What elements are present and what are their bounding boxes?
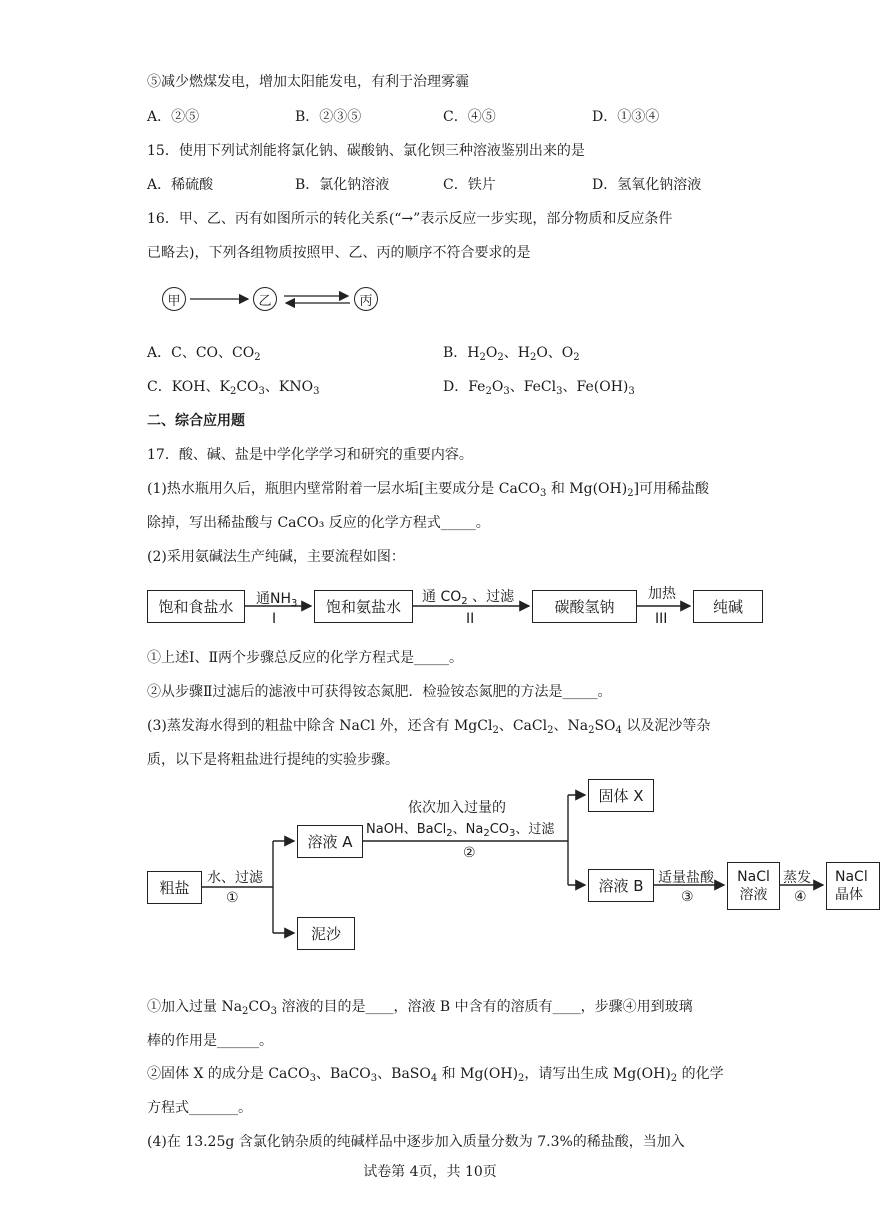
- flow2-solution-a: 溶液 A: [297, 825, 363, 858]
- nacl-solution-line1: NaCl: [737, 869, 770, 885]
- q15-option-d[interactable]: D．氢氧化钠溶液: [592, 177, 702, 193]
- q16-option-c[interactable]: C．KOH、$K_2CO_3$、$KNO_3$: [147, 379, 320, 397]
- nacl-solution-line2: 溶液: [739, 887, 768, 903]
- flow2-solution-b: 溶液 B: [588, 869, 654, 902]
- step3-number: III: [655, 611, 668, 627]
- node-jia: 甲: [162, 287, 186, 311]
- q15-option-a[interactable]: A．稀硫酸: [147, 177, 214, 193]
- node-bing: 丙: [354, 287, 378, 311]
- step3-label: 加热: [648, 586, 676, 602]
- flow2-step1-number: ①: [226, 890, 239, 906]
- q17-part2-sub1: ①上述Ⅰ、Ⅱ两个步骤总反应的化学方程式是_____。: [147, 650, 464, 666]
- flow2-nacl-crystal: [826, 862, 880, 910]
- nacl-crystal-line1: NaCl: [835, 869, 868, 885]
- q17-part3-sub2-line2: 方程式_______。: [147, 1100, 252, 1116]
- q14-option-c[interactable]: C．④⑤: [443, 109, 496, 125]
- q15-option-c[interactable]: C．铁片: [443, 177, 496, 193]
- q17-part1-line1: (1)热水瓶用久后，瓶胆内壁常附着一层水垢[主要成分是 CaCO$_3$ 和 $Mg(OH)_2$]可用稀盐酸: [147, 481, 710, 499]
- section-heading: 二、综合应用题: [147, 413, 245, 429]
- flow-box-bicarbonate: 碳酸氢钠: [532, 590, 637, 623]
- flow-box-soda: 纯碱: [693, 590, 763, 623]
- q16-option-d[interactable]: D．$Fe_2O_3$、FeCl$_3$、$Fe(OH)_3$: [443, 379, 635, 397]
- flow2-step4-label: 蒸发: [783, 870, 811, 886]
- flow2-solid-x: 固体 X: [588, 779, 654, 812]
- flow-box-brine: 饱和食盐水: [147, 590, 245, 623]
- flow2-step3-number: ③: [681, 889, 694, 905]
- flow2-step3-label: 适量盐酸: [658, 870, 714, 886]
- flow2-step2-header: 依次加入过量的: [408, 800, 506, 816]
- q17-part3-sub1-line1: ①加入过量 $Na_2CO_3$ 溶液的目的是____，溶液 B 中含有的溶质有____，步骤④用到玻璃: [147, 999, 693, 1017]
- nacl-crystal-line2: 晶体: [835, 887, 863, 903]
- q16-option-a[interactable]: A．C、CO、$CO_2$: [147, 345, 261, 363]
- statement-5: ⑤减少燃煤发电，增加太阳能发电，有利于治理雾霾: [147, 74, 469, 90]
- step1-number: I: [272, 611, 277, 627]
- question-16-line1: 16．甲、乙、丙有如图所示的转化关系(“→”表示反应一步实现，部分物质和反应条件: [147, 211, 673, 227]
- q14-option-a[interactable]: A．②⑤: [147, 109, 200, 125]
- q17-part3-line2: 质，以下是将粗盐进行提纯的实验步骤。: [147, 752, 399, 768]
- q17-part3-sub2-line1: ②固体 X 的成分是 CaCO$_3$、BaCO$_3$、BaSO$_4$ 和 $Mg(OH)_2$，请写出生成 $Mg(OH)_2$ 的化学: [147, 1066, 724, 1084]
- question-16-line2: 已略去)，下列各组物质按照甲、乙、丙的顺序不符合要求的是: [147, 245, 531, 261]
- node-yi: 乙: [253, 287, 277, 311]
- q17-part2-sub2: ②从步骤Ⅱ过滤后的滤液中可获得铵态氮肥．检验铵态氮肥的方法是_____。: [147, 684, 612, 700]
- q17-part1-line2: 除掉，写出稀盐酸与 CaCO₃ 反应的化学方程式_____。: [147, 515, 490, 531]
- question-15: 15．使用下列试剂能将氯化钠、碳酸钠、氯化钡三种溶液鉴别出来的是: [147, 143, 585, 159]
- q14-option-d[interactable]: D．①③④: [592, 109, 660, 125]
- flow2-step2-number: ②: [463, 845, 476, 861]
- step2-label: 通 $CO_2$ 、过滤: [422, 589, 515, 607]
- flow2-crude-salt: 粗盐: [147, 871, 202, 904]
- q15-option-b[interactable]: B．氯化钠溶液: [295, 177, 390, 193]
- flow2-nacl-solution: [727, 862, 780, 910]
- flow2-step1-label: 水、过滤: [207, 870, 263, 886]
- question-17: 17．酸、碱、盐是中学化学学习和研究的重要内容。: [147, 447, 473, 463]
- flow-box-ammonia-brine: 饱和氨盐水: [314, 590, 413, 623]
- q16-option-b[interactable]: B．$H_2O_2$、$H_2O$、$O_2$: [443, 345, 580, 363]
- q14-option-b[interactable]: B．②③⑤: [295, 109, 362, 125]
- flow2-sand: 泥沙: [297, 917, 355, 950]
- step1-label: 通$NH_3$: [256, 591, 298, 609]
- q17-part2: (2)采用氨碱法生产纯碱，主要流程如图：: [147, 549, 405, 565]
- page-footer: 试卷第 4页，共 10页: [363, 1164, 497, 1180]
- q17-part3-sub1-line2: 棒的作用是______。: [147, 1033, 273, 1049]
- q17-part3-line1: (3)蒸发海水得到的粗盐中除含 NaCl 外，还含有 MgCl$_2$、CaCl$_2$、$Na_2SO_4$ 以及泥沙等杂: [147, 718, 711, 736]
- step2-number: II: [466, 611, 475, 627]
- flow2-step4-number: ④: [794, 889, 807, 905]
- flow2-step2-reagents: NaOH、BaCl$_2$、$Na_2CO_3$、过滤: [366, 822, 555, 839]
- q17-part4: (4)在 13.25g 含氯化钠杂质的纯碱样品中逐步加入质量分数为 7.3%的稀盐酸，当加入: [147, 1134, 685, 1150]
